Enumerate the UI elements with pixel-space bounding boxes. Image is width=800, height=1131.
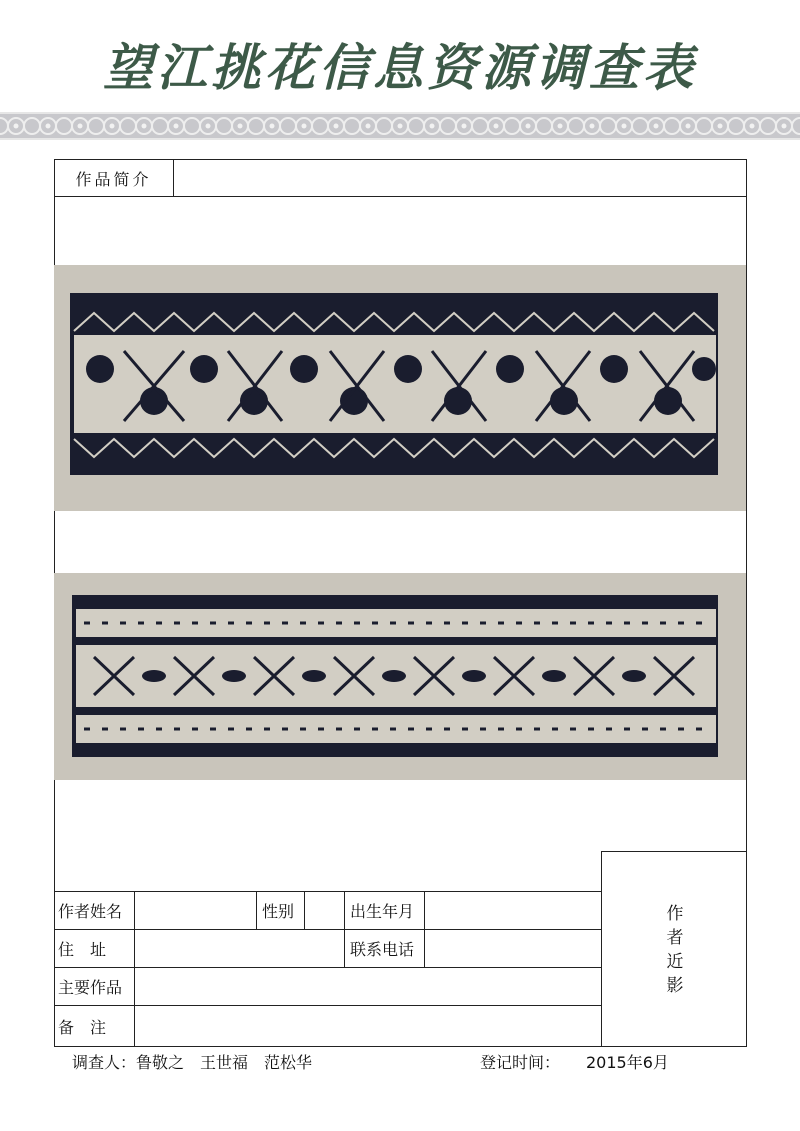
birth-field[interactable] (426, 891, 598, 929)
works-field[interactable] (136, 967, 598, 1005)
decorative-border-band (0, 112, 800, 140)
remarks-field[interactable] (136, 1005, 598, 1047)
author-name-field[interactable] (136, 891, 254, 929)
investigators-text: 调查人：鲁敬之 王世福 范松华 (72, 1053, 313, 1072)
embroidery-band-2 (72, 595, 718, 757)
author-portrait-box (601, 851, 747, 1047)
page-title: 望江挑花信息资源调查表 (103, 38, 697, 97)
address-label: 住 址 (58, 939, 107, 959)
portrait-label: 作 者 近 影 (666, 904, 684, 996)
remarks-label: 备 注 (58, 1017, 107, 1037)
works-label: 主要作品 (58, 977, 123, 997)
date-label: 登记时间： (480, 1053, 561, 1072)
author-info-grid (54, 891, 602, 1047)
phone-label: 联系电话 (350, 939, 415, 959)
embroidery-photo-1 (54, 265, 746, 511)
gender-field[interactable] (306, 891, 342, 929)
intro-row (54, 159, 747, 197)
birth-label: 出生年月 (350, 901, 415, 921)
embroidery-band-1 (70, 293, 718, 475)
phone-field[interactable] (426, 929, 598, 967)
gender-label: 性别 (262, 901, 295, 921)
embroidery-photo-2 (54, 573, 746, 780)
intro-label: 作品简介 (54, 159, 174, 197)
author-name-label: 作者姓名 (58, 901, 123, 921)
date-value: 2015年6月 (586, 1053, 669, 1072)
address-field[interactable] (136, 929, 342, 967)
